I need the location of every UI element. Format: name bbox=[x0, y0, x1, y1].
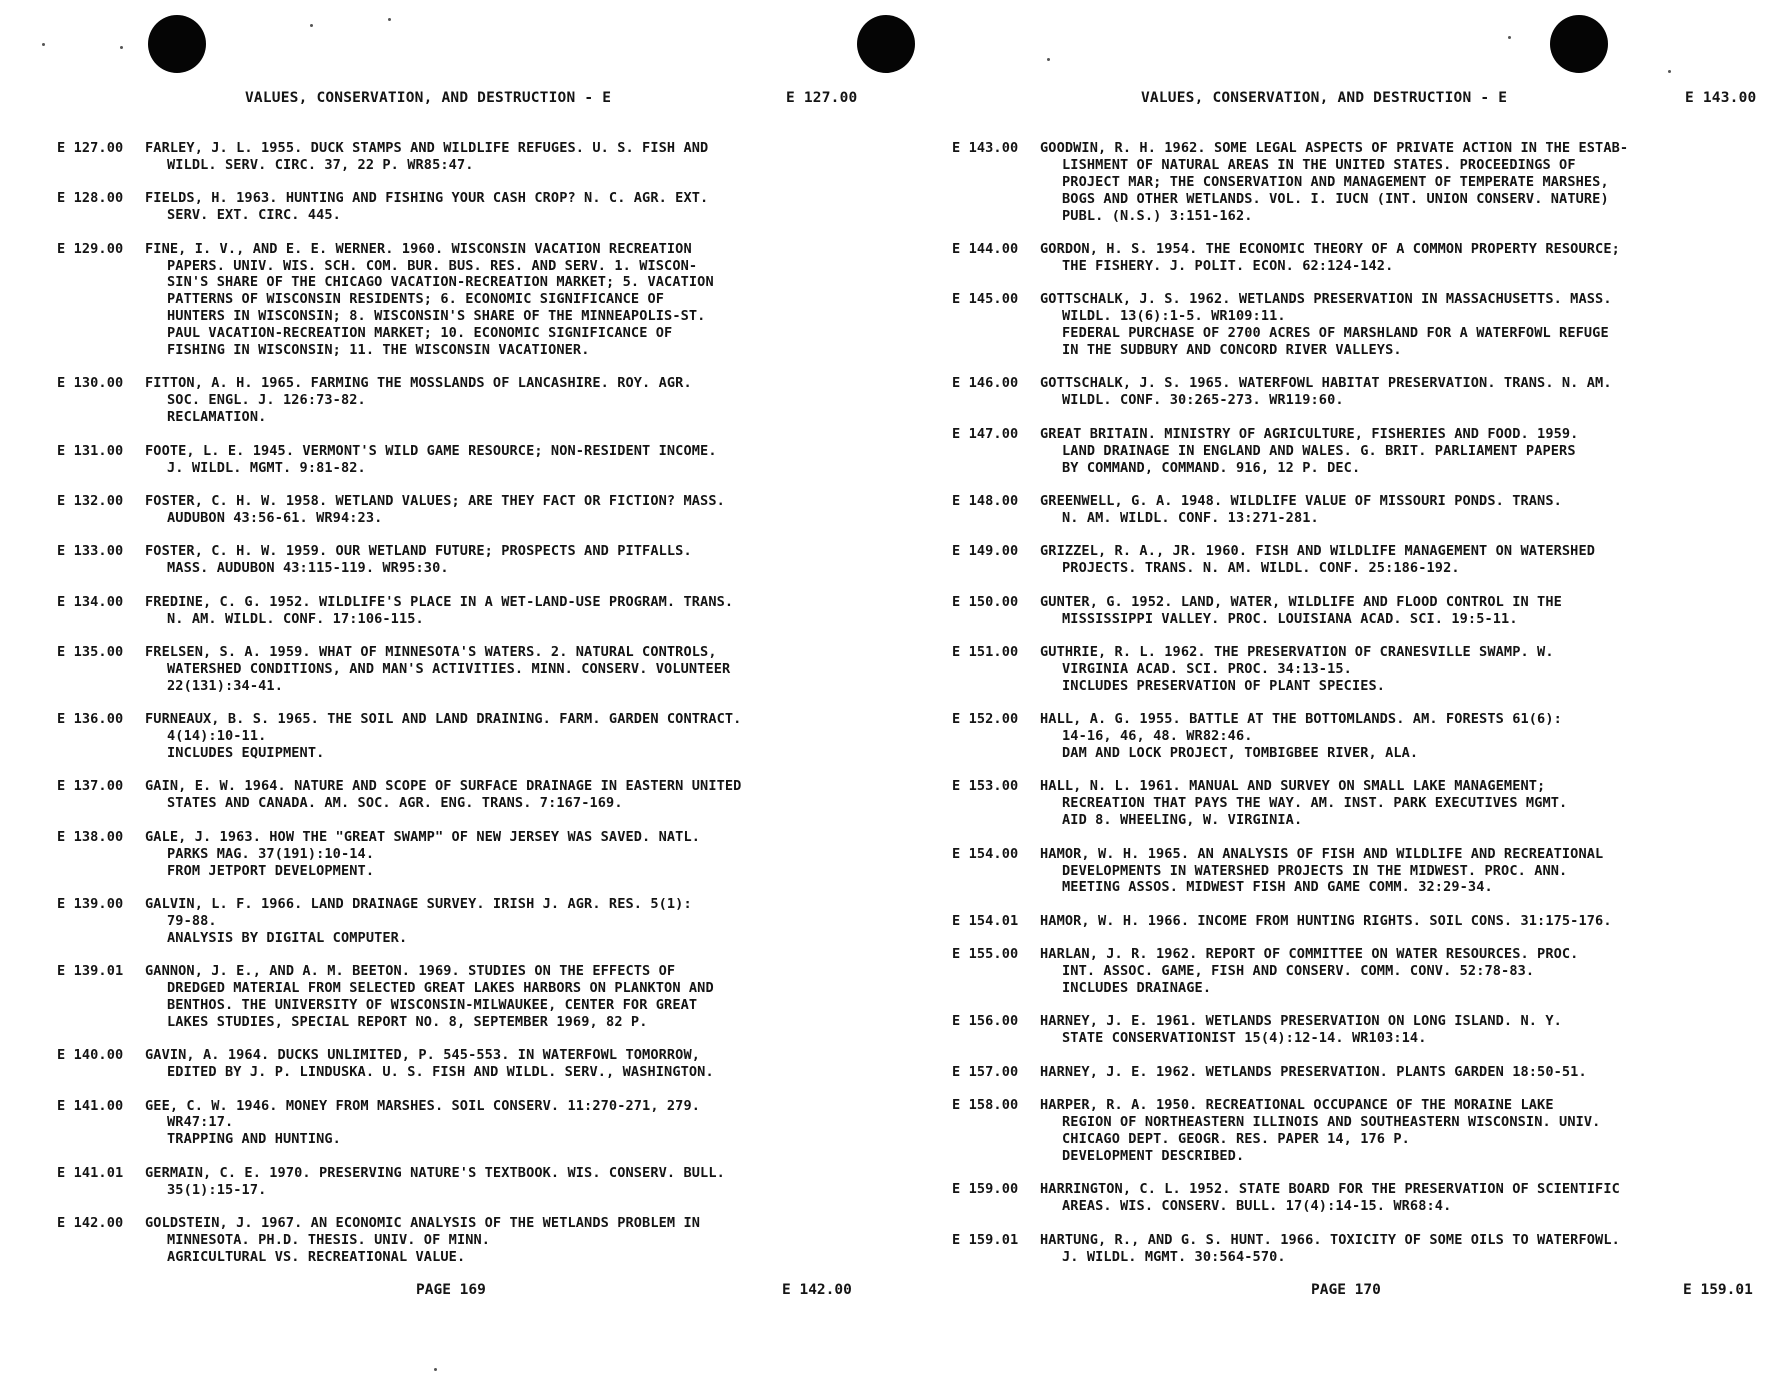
citation-line: TRAPPING AND HUNTING. bbox=[167, 1131, 341, 1148]
bibliography-entry bbox=[57, 594, 880, 628]
entry-citation bbox=[1040, 1013, 1780, 1047]
entry-citation bbox=[145, 594, 880, 628]
entry-number: E 144.00 bbox=[952, 241, 1019, 258]
bibliography-entry bbox=[57, 896, 880, 947]
entry-citation bbox=[145, 241, 880, 359]
bibliography-entry bbox=[952, 778, 1780, 829]
citation-line: AREAS. WIS. CONSERV. BULL. 17(4):14-15. WR68:4. bbox=[1062, 1198, 1452, 1215]
bibliography-entry bbox=[57, 778, 880, 812]
citation-line: N. AM. WILDL. CONF. 17:106-115. bbox=[167, 610, 424, 627]
citation-line: IN THE SUDBURY AND CONCORD RIVER VALLEYS. bbox=[1062, 342, 1402, 359]
entry-number: E 137.00 bbox=[57, 778, 124, 795]
entry-number: E 159.01 bbox=[952, 1231, 1019, 1248]
entry-citation bbox=[145, 190, 880, 224]
entry-number: E 148.00 bbox=[952, 493, 1019, 509]
citation-line: SOC. ENGL. J. 126:73-82. bbox=[167, 392, 366, 409]
entry-number: E 154.00 bbox=[952, 845, 1019, 862]
entry-citation bbox=[1040, 778, 1780, 829]
citation-line: INCLUDES EQUIPMENT. bbox=[167, 744, 325, 761]
entry-number: E 141.00 bbox=[57, 1097, 124, 1114]
citation-line: DEVELOPMENT DESCRIBED. bbox=[1062, 1147, 1245, 1164]
bibliography-list bbox=[57, 140, 880, 1282]
citation-line: PROJECTS. TRANS. N. AM. WILDL. CONF. 25:186-192. bbox=[1062, 560, 1460, 577]
citation-line: HAMOR, W. H. 1966. INCOME FROM HUNTING RIGHTS. SOIL CONS. 31:175-176. bbox=[1040, 912, 1612, 929]
entry-citation bbox=[145, 644, 880, 695]
citation-line: GAVIN, A. 1964. DUCKS UNLIMITED, P. 545-553. IN WATERFOWL TOMORROW, bbox=[145, 1047, 701, 1064]
entry-number: E 150.00 bbox=[952, 593, 1019, 610]
page-number: PAGE 170 bbox=[1311, 1282, 1381, 1298]
running-head bbox=[900, 90, 1780, 110]
citation-line: GORDON, H. S. 1954. THE ECONOMIC THEORY OF A COMMON PROPERTY RESOURCE; bbox=[1040, 241, 1620, 258]
citation-line: WR47:17. bbox=[167, 1114, 234, 1131]
running-head bbox=[0, 90, 880, 110]
entry-number: E 154.01 bbox=[952, 912, 1019, 929]
entry-citation bbox=[1040, 711, 1780, 762]
bibliography-entry bbox=[952, 1097, 1780, 1165]
entry-number: E 155.00 bbox=[952, 946, 1019, 963]
entry-number: E 157.00 bbox=[952, 1063, 1019, 1080]
entry-citation bbox=[145, 778, 880, 812]
bibliography-entry bbox=[952, 913, 1780, 930]
bibliography-entry bbox=[952, 493, 1780, 527]
citation-line: GANNON, J. E., AND A. M. BEETON. 1969. STUDIES ON THE EFFECTS OF bbox=[145, 963, 676, 980]
bibliography-entry bbox=[952, 846, 1780, 897]
entry-number: E 149.00 bbox=[952, 543, 1019, 560]
bibliography-entry bbox=[57, 711, 880, 762]
citation-line: HALL, N. L. 1961. MANUAL AND SURVEY ON SMALL LAKE MANAGEMENT; bbox=[1040, 778, 1546, 795]
entry-number: E 151.00 bbox=[952, 643, 1019, 660]
citation-line: INCLUDES PRESERVATION OF PLANT SPECIES. bbox=[1062, 677, 1386, 694]
citation-line: GEE, C. W. 1946. MONEY FROM MARSHES. SOIL CONSERV. 11:270-271, 279. bbox=[145, 1097, 701, 1114]
entry-citation bbox=[145, 1165, 880, 1199]
entry-citation bbox=[1040, 241, 1780, 275]
bibliography-entry bbox=[57, 443, 880, 477]
citation-line: DREDGED MATERIAL FROM SELECTED GREAT LAKES HARBORS ON PLANKTON AND bbox=[167, 980, 714, 997]
citation-line: HARPER, R. A. 1950. RECREATIONAL OCCUPANCE OF THE MORAINE LAKE bbox=[1040, 1097, 1554, 1114]
citation-line: FROM JETPORT DEVELOPMENT. bbox=[167, 862, 375, 879]
footer-code: E 142.00 bbox=[782, 1282, 852, 1298]
citation-line: SIN'S SHARE OF THE CHICAGO VACATION-RECREATION MARKET; 5. VACATION bbox=[167, 274, 714, 291]
citation-line: GALE, J. 1963. HOW THE "GREAT SWAMP" OF NEW JERSEY WAS SAVED. NATL. bbox=[145, 828, 701, 845]
entry-citation bbox=[1040, 1064, 1780, 1081]
entry-number: E 130.00 bbox=[57, 375, 124, 392]
bibliography-entry bbox=[57, 644, 880, 695]
entry-number: E 147.00 bbox=[952, 425, 1019, 442]
entry-number: E 139.01 bbox=[57, 963, 124, 980]
citation-line: RECLAMATION. bbox=[167, 409, 267, 426]
entry-citation bbox=[1040, 291, 1780, 359]
citation-line: DAM AND LOCK PROJECT, TOMBIGBEE RIVER, ALA. bbox=[1062, 744, 1419, 761]
citation-line: AUDUBON 43:56-61. WR94:23. bbox=[167, 509, 383, 526]
entry-citation bbox=[1040, 375, 1780, 409]
citation-line: PAPERS. UNIV. WIS. SCH. COM. BUR. BUS. RES. AND SERV. 1. WISCON- bbox=[167, 257, 698, 274]
citation-line: WILDL. CONF. 30:265-273. WR119:60. bbox=[1062, 392, 1344, 409]
bibliography-entry bbox=[952, 426, 1780, 477]
citation-line: BY COMMAND, COMMAND. 916, 12 P. DEC. bbox=[1062, 459, 1361, 476]
citation-line: RECREATION THAT PAYS THE WAY. AM. INST. PARK EXECUTIVES MGMT. bbox=[1062, 795, 1568, 812]
entry-citation bbox=[145, 443, 880, 477]
citation-line: FARLEY, J. L. 1955. DUCK STAMPS AND WILDLIFE REFUGES. U. S. FISH AND bbox=[145, 140, 709, 156]
entry-number: E 134.00 bbox=[57, 593, 124, 610]
citation-line: PAUL VACATION-RECREATION MARKET; 10. ECONOMIC SIGNIFICANCE OF bbox=[167, 325, 673, 342]
citation-line: 22(131):34-41. bbox=[167, 677, 283, 694]
entry-number: E 141.01 bbox=[57, 1164, 124, 1181]
bibliography-entry bbox=[952, 711, 1780, 762]
citation-line: WATERSHED CONDITIONS, AND MAN'S ACTIVITIES. MINN. CONSERV. VOLUNTEER bbox=[167, 660, 731, 677]
page-number: PAGE 169 bbox=[416, 1282, 486, 1298]
citation-line: GAIN, E. W. 1964. NATURE AND SCOPE OF SURFACE DRAINAGE IN EASTERN UNITED bbox=[145, 778, 742, 795]
entry-number: E 159.00 bbox=[952, 1181, 1019, 1198]
bibliography-entry bbox=[952, 291, 1780, 359]
citation-line: CHICAGO DEPT. GEOGR. RES. PAPER 14, 176 P. bbox=[1062, 1130, 1410, 1147]
entry-number: E 152.00 bbox=[952, 711, 1019, 728]
bibliography-entry bbox=[57, 241, 880, 359]
citation-line: BENTHOS. THE UNIVERSITY OF WISCONSIN-MILWAUKEE, CENTER FOR GREAT bbox=[167, 996, 698, 1013]
citation-line: SERV. EXT. CIRC. 445. bbox=[167, 207, 341, 224]
citation-line: FEDERAL PURCHASE OF 2700 ACRES OF MARSHLAND FOR A WATERFOWL REFUGE bbox=[1062, 325, 1609, 342]
citation-line: GUNTER, G. 1952. LAND, WATER, WILDLIFE AND FLOOD CONTROL IN THE bbox=[1040, 593, 1562, 610]
entry-number: E 136.00 bbox=[57, 711, 124, 728]
citation-line: PARKS MAG. 37(191):10-14. bbox=[167, 845, 375, 862]
entry-number: E 146.00 bbox=[952, 375, 1019, 392]
bibliography-entry bbox=[952, 594, 1780, 628]
citation-line: FISHING IN WISCONSIN; 11. THE WISCONSIN VACATIONER. bbox=[167, 342, 590, 359]
citation-line: BOGS AND OTHER WETLANDS. VOL. I. IUCN (INT. UNION CONSERV. NATURE) bbox=[1062, 190, 1609, 207]
citation-line: PROJECT MAR; THE CONSERVATION AND MANAGEMENT OF TEMPERATE MARSHES, bbox=[1062, 173, 1609, 190]
citation-line: HARRINGTON, C. L. 1952. STATE BOARD FOR THE PRESERVATION OF SCIENTIFIC bbox=[1040, 1181, 1620, 1198]
citation-line: FURNEAUX, B. S. 1965. THE SOIL AND LAND DRAINING. FARM. GARDEN CONTRACT. bbox=[145, 711, 742, 728]
bibliography-entry bbox=[952, 140, 1780, 225]
citation-line: AID 8. WHEELING, W. VIRGINIA. bbox=[1062, 812, 1303, 829]
entry-number: E 143.00 bbox=[952, 140, 1019, 156]
entry-number: E 140.00 bbox=[57, 1047, 124, 1064]
citation-line: FOSTER, C. H. W. 1959. OUR WETLAND FUTURE; PROSPECTS AND PITFALLS. bbox=[145, 543, 692, 560]
entry-number: E 127.00 bbox=[57, 140, 124, 156]
citation-line: GREAT BRITAIN. MINISTRY OF AGRICULTURE, FISHERIES AND FOOD. 1959. bbox=[1040, 425, 1579, 442]
citation-line: HUNTERS IN WISCONSIN; 8. WISCONSIN'S SHARE OF THE MINNEAPOLIS-ST. bbox=[167, 308, 706, 325]
citation-line: EDITED BY J. P. LINDUSKA. U. S. FISH AND WILDL. SERV., WASHINGTON. bbox=[167, 1064, 714, 1081]
citation-line: MASS. AUDUBON 43:115-119. WR95:30. bbox=[167, 560, 449, 577]
bibliography-entry bbox=[952, 946, 1780, 997]
citation-line: 35(1):15-17. bbox=[167, 1181, 267, 1198]
entry-number: E 145.00 bbox=[952, 291, 1019, 308]
citation-line: 4(14):10-11. bbox=[167, 728, 267, 745]
citation-line: GUTHRIE, R. L. 1962. THE PRESERVATION OF CRANESVILLE SWAMP. W. bbox=[1040, 643, 1554, 660]
bibliography-entry bbox=[57, 543, 880, 577]
citation-line: HALL, A. G. 1955. BATTLE AT THE BOTTOMLANDS. AM. FORESTS 61(6): bbox=[1040, 711, 1562, 728]
bibliography-entry bbox=[57, 829, 880, 880]
page-footer bbox=[900, 1282, 1780, 1302]
entry-number: E 138.00 bbox=[57, 828, 124, 845]
bibliography-entry bbox=[952, 1181, 1780, 1215]
citation-line: VIRGINIA ACAD. SCI. PROC. 34:13-15. bbox=[1062, 660, 1352, 677]
bibliography-entry bbox=[57, 190, 880, 224]
citation-line: J. WILDL. MGMT. 9:81-82. bbox=[167, 459, 366, 476]
bibliography-entry bbox=[952, 543, 1780, 577]
citation-line: GREENWELL, G. A. 1948. WILDLIFE VALUE OF MISSOURI PONDS. TRANS. bbox=[1040, 493, 1562, 509]
citation-line: FRELSEN, S. A. 1959. WHAT OF MINNESOTA'S WATERS. 2. NATURAL CONTROLS, bbox=[145, 643, 717, 660]
entry-citation bbox=[1040, 594, 1780, 628]
entry-number: E 132.00 bbox=[57, 493, 124, 509]
bibliography-entry bbox=[952, 644, 1780, 695]
entry-citation bbox=[145, 140, 880, 174]
citation-line: ANALYSIS BY DIGITAL COMPUTER. bbox=[167, 929, 408, 946]
citation-line: FREDINE, C. G. 1952. WILDLIFE'S PLACE IN A WET-LAND-USE PROGRAM. TRANS. bbox=[145, 593, 734, 610]
citation-line: HARLAN, J. R. 1962. REPORT OF COMMITTEE ON WATER RESOURCES. PROC. bbox=[1040, 946, 1579, 963]
bibliography-entry bbox=[952, 1232, 1780, 1266]
entry-number: E 158.00 bbox=[952, 1097, 1019, 1114]
entry-citation bbox=[145, 829, 880, 880]
entry-number: E 142.00 bbox=[57, 1215, 124, 1232]
citation-line: FITTON, A. H. 1965. FARMING THE MOSSLANDS OF LANCASHIRE. ROY. AGR. bbox=[145, 375, 692, 392]
bibliography-entry bbox=[57, 1098, 880, 1149]
entry-citation bbox=[145, 711, 880, 762]
bibliography-entry bbox=[952, 1013, 1780, 1047]
running-title: VALUES, CONSERVATION, AND DESTRUCTION - E bbox=[1141, 90, 1508, 106]
entry-citation bbox=[1040, 493, 1780, 527]
citation-line: GOTTSCHALK, J. S. 1965. WATERFOWL HABITAT PRESERVATION. TRANS. N. AM. bbox=[1040, 375, 1612, 392]
citation-line: 14-16, 46, 48. WR82:46. bbox=[1062, 728, 1253, 745]
entry-citation bbox=[145, 543, 880, 577]
citation-line: LAKES STUDIES, SPECIAL REPORT NO. 8, SEPTEMBER 1969, 82 P. bbox=[167, 1013, 648, 1030]
citation-line: GALVIN, L. F. 1966. LAND DRAINAGE SURVEY. IRISH J. AGR. RES. 5(1): bbox=[145, 895, 692, 912]
citation-line: LISHMENT OF NATURAL AREAS IN THE UNITED STATES. PROCEEDINGS OF bbox=[1062, 156, 1576, 173]
entry-citation bbox=[145, 493, 880, 527]
entry-number: E 129.00 bbox=[57, 240, 124, 257]
bibliography-entry bbox=[952, 241, 1780, 275]
entry-number: E 139.00 bbox=[57, 895, 124, 912]
bibliography-entry bbox=[57, 1047, 880, 1081]
citation-line: INT. ASSOC. GAME, FISH AND CONSERV. COMM. CONV. 52:78-83. bbox=[1062, 963, 1535, 980]
citation-line: GOLDSTEIN, J. 1967. AN ECONOMIC ANALYSIS OF THE WETLANDS PROBLEM IN bbox=[145, 1215, 701, 1232]
entry-citation bbox=[1040, 1097, 1780, 1165]
running-code: E 143.00 bbox=[1685, 90, 1757, 106]
citation-line: MINNESOTA. PH.D. THESIS. UNIV. OF MINN. bbox=[167, 1232, 491, 1248]
citation-line: N. AM. WILDL. CONF. 13:271-281. bbox=[1062, 509, 1319, 526]
citation-line: AGRICULTURAL VS. RECREATIONAL VALUE. bbox=[167, 1248, 466, 1265]
entry-citation bbox=[1040, 946, 1780, 997]
page-footer bbox=[0, 1282, 880, 1302]
citation-line: FIELDS, H. 1963. HUNTING AND FISHING YOUR CASH CROP? N. C. AGR. EXT. bbox=[145, 190, 709, 207]
citation-line: J. WILDL. MGMT. 30:564-570. bbox=[1062, 1248, 1286, 1265]
entry-number: E 128.00 bbox=[57, 190, 124, 207]
entry-citation bbox=[1040, 1232, 1780, 1266]
entry-citation bbox=[145, 1098, 880, 1149]
bibliography-entry bbox=[57, 375, 880, 426]
citation-line: HARNEY, J. E. 1962. WETLANDS PRESERVATION. PLANTS GARDEN 18:50-51. bbox=[1040, 1063, 1587, 1080]
citation-line: REGION OF NORTHEASTERN ILLINOIS AND SOUTHEASTERN WISCONSIN. UNIV. bbox=[1062, 1114, 1601, 1131]
entry-number: E 153.00 bbox=[952, 778, 1019, 795]
bibliography-entry bbox=[57, 1215, 880, 1266]
entry-citation bbox=[1040, 644, 1780, 695]
left-page bbox=[0, 0, 880, 1380]
citation-line: GOODWIN, R. H. 1962. SOME LEGAL ASPECTS OF PRIVATE ACTION IN THE ESTAB- bbox=[1040, 140, 1629, 156]
bibliography-list bbox=[952, 140, 1780, 1282]
citation-line: WILDL. 13(6):1-5. WR109:11. bbox=[1062, 308, 1286, 325]
entry-number: E 133.00 bbox=[57, 543, 124, 560]
citation-line: GRIZZEL, R. A., JR. 1960. FISH AND WILDLIFE MANAGEMENT ON WATERSHED bbox=[1040, 543, 1596, 560]
entry-number: E 135.00 bbox=[57, 643, 124, 660]
citation-line: THE FISHERY. J. POLIT. ECON. 62:124-142. bbox=[1062, 257, 1394, 274]
entry-citation bbox=[1040, 846, 1780, 897]
bibliography-entry bbox=[952, 1064, 1780, 1081]
entry-citation bbox=[145, 375, 880, 426]
bibliography-entry bbox=[57, 963, 880, 1031]
citation-line: GERMAIN, C. E. 1970. PRESERVING NATURE'S TEXTBOOK. WIS. CONSERV. BULL. bbox=[145, 1164, 725, 1181]
citation-line: WILDL. SERV. CIRC. 37, 22 P. WR85:47. bbox=[167, 156, 474, 173]
citation-line: FOSTER, C. H. W. 1958. WETLAND VALUES; ARE THEY FACT OR FICTION? MASS. bbox=[145, 493, 725, 509]
citation-line: PUBL. (N.S.) 3:151-162. bbox=[1062, 207, 1253, 224]
citation-line: HAMOR, W. H. 1965. AN ANALYSIS OF FISH AND WILDLIFE AND RECREATIONAL bbox=[1040, 845, 1604, 862]
citation-line: LAND DRAINAGE IN ENGLAND AND WALES. G. BRIT. PARLIAMENT PAPERS bbox=[1062, 442, 1576, 459]
entry-citation bbox=[1040, 140, 1780, 225]
entry-citation bbox=[1040, 543, 1780, 577]
citation-line: HARTUNG, R., AND G. S. HUNT. 1966. TOXICITY OF SOME OILS TO WATERFOWL. bbox=[1040, 1231, 1620, 1248]
entry-number: E 131.00 bbox=[57, 442, 124, 459]
right-page bbox=[900, 0, 1780, 1380]
citation-line: STATE CONSERVATIONIST 15(4):12-14. WR103:14. bbox=[1062, 1030, 1427, 1047]
citation-line: INCLUDES DRAINAGE. bbox=[1062, 980, 1212, 997]
bibliography-entry bbox=[57, 493, 880, 527]
citation-line: FINE, I. V., AND E. E. WERNER. 1960. WISCONSIN VACATION RECREATION bbox=[145, 240, 692, 257]
footer-code: E 159.01 bbox=[1683, 1282, 1753, 1298]
citation-line: MEETING ASSOS. MIDWEST FISH AND GAME COMM. 32:29-34. bbox=[1062, 879, 1493, 896]
citation-line: 79-88. bbox=[167, 912, 217, 929]
citation-line: DEVELOPMENTS IN WATERSHED PROJECTS IN THE MIDWEST. PROC. ANN. bbox=[1062, 862, 1568, 879]
entry-citation bbox=[1040, 913, 1780, 930]
citation-line: HARNEY, J. E. 1961. WETLANDS PRESERVATION ON LONG ISLAND. N. Y. bbox=[1040, 1013, 1562, 1030]
running-code: E 127.00 bbox=[786, 90, 858, 106]
citation-line: MISSISSIPPI VALLEY. PROC. LOUISIANA ACAD. SCI. 19:5-11. bbox=[1062, 610, 1518, 627]
entry-citation bbox=[145, 963, 880, 1031]
entry-number: E 156.00 bbox=[952, 1013, 1019, 1030]
citation-line: GOTTSCHALK, J. S. 1962. WETLANDS PRESERVATION IN MASSACHUSETTS. MASS. bbox=[1040, 291, 1612, 308]
citation-line: STATES AND CANADA. AM. SOC. AGR. ENG. TRANS. 7:167-169. bbox=[167, 795, 623, 812]
entry-citation bbox=[1040, 426, 1780, 477]
citation-line: FOOTE, L. E. 1945. VERMONT'S WILD GAME RESOURCE; NON-RESIDENT INCOME. bbox=[145, 442, 717, 459]
bibliography-entry bbox=[57, 140, 880, 174]
entry-citation bbox=[145, 1215, 880, 1266]
entry-citation bbox=[145, 896, 880, 947]
entry-citation bbox=[1040, 1181, 1780, 1215]
citation-line: PATTERNS OF WISCONSIN RESIDENTS; 6. ECONOMIC SIGNIFICANCE OF bbox=[167, 291, 665, 308]
running-title: VALUES, CONSERVATION, AND DESTRUCTION - E bbox=[245, 90, 612, 106]
bibliography-entry bbox=[952, 375, 1780, 409]
entry-citation bbox=[145, 1047, 880, 1081]
bibliography-entry bbox=[57, 1165, 880, 1199]
